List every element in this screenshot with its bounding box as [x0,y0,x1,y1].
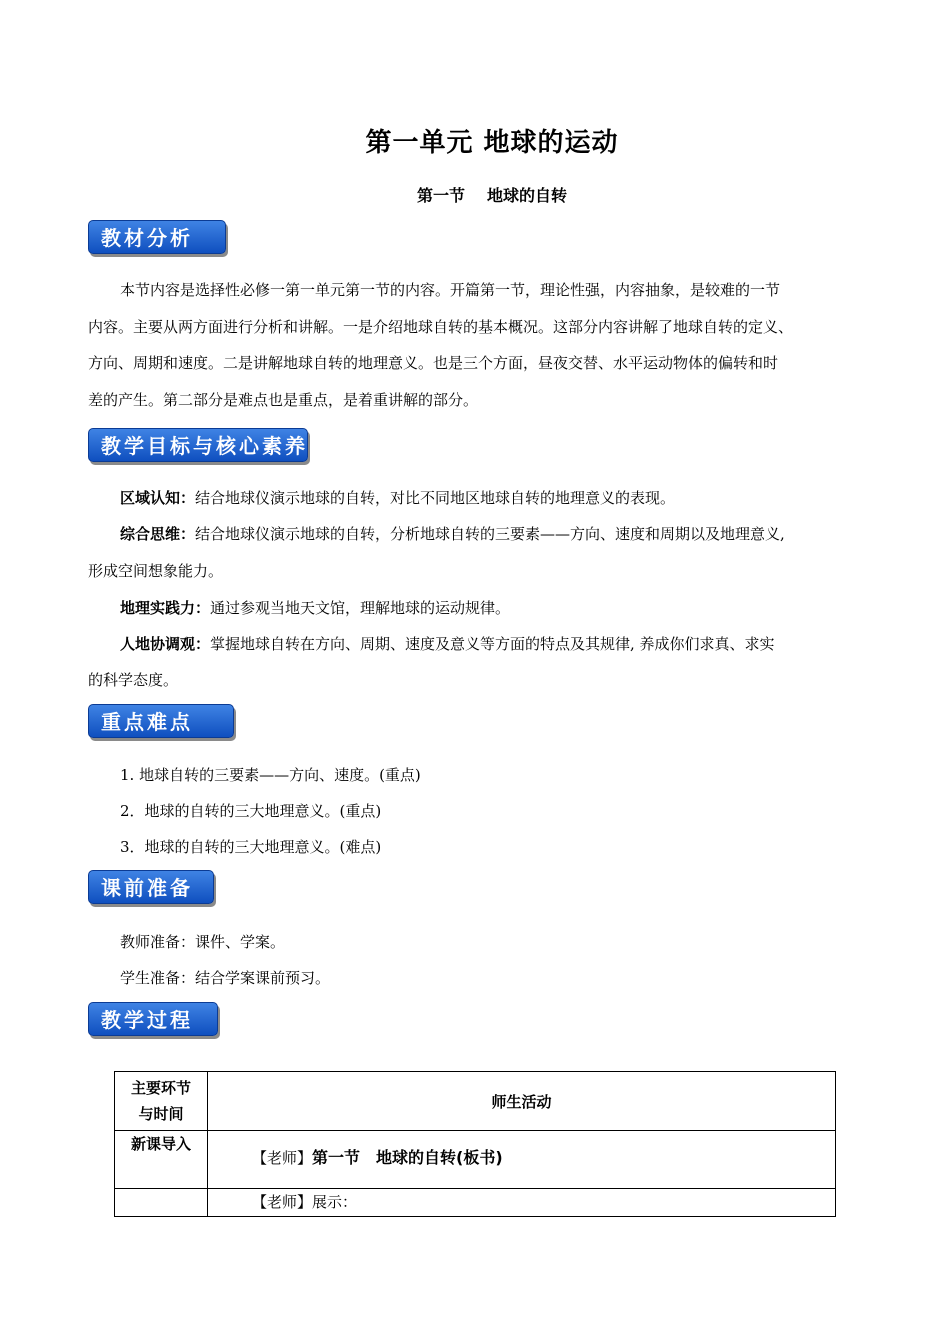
header-stage-line1: 主要环节 [130,1079,191,1097]
keypoint-item: 3．地球的自转的三大地理意义。(难点) [120,838,382,856]
unit-title: 第一单元 地球的运动 [365,128,619,158]
speaker-tag: 【老师】 [252,1149,313,1167]
section-number: 第一节 [416,186,465,205]
process-table [114,1071,836,1217]
goal-label: 人地协调观： [120,635,211,653]
banner-goals: 教学目标与核心素养 [88,428,308,462]
table-row [115,1131,836,1189]
analysis-line: 本节内容是选择性必修一第一单元第一节的内容。开篇第一节，理论性强，内容抽象，是较难的一节 [120,281,781,299]
header-activity: 师生活动 [208,1072,836,1131]
analysis-line: 差的产生。第二部分是难点也是重点，是着重讲解的部分。 [88,390,479,409]
header-stage-line2: 与时间 [138,1105,184,1123]
analysis-line: 方向、周期和速度。二是讲解地球自转的地理意义。也是三个方面，昼夜交替、水平运动物体的偏转和时 [88,354,779,372]
analysis-paragraph [88,272,878,418]
goal-harmony [88,626,878,662]
row-stage [115,1189,208,1217]
table-row [115,1189,836,1217]
prep-teacher: 教师准备：课件、学案。 [120,933,286,951]
banner-keypoints: 重点难点 [88,704,234,738]
banner-analysis: 教材分析 [88,220,226,254]
goal-thinking [88,516,878,552]
goal-text: 掌握地球自转在方向、周期、速度及意义等方面的特点及其规律, 养成你们求真、求实 [210,635,775,653]
banner-prep: 课前准备 [88,870,214,904]
goal-thinking-cont: 形成空间想象能力。 [88,562,224,580]
prep-student: 学生准备：结合学案课前预习。 [120,969,331,987]
speaker-tag: 【老师】 [252,1193,313,1211]
keypoint-item: 1. 地球自转的三要素——方向、速度。(重点) [120,766,421,784]
goal-label: 区域认知： [120,489,196,507]
goal-regional [88,480,878,516]
analysis-line: 内容。主要从两方面进行分析和讲解。一是介绍地球自转的基本概况。这部分内容讲解了地球自转的定义、 [88,317,794,336]
header-stage [115,1072,208,1131]
table-header-row [115,1072,836,1131]
row-activity [208,1131,836,1189]
goal-label: 综合思维： [120,525,196,543]
banner-process: 教学过程 [88,1002,218,1036]
goal-harmony-cont: 的科学态度。 [88,671,179,689]
goal-label: 地理实践力： [120,599,211,617]
goal-text: 结合地球仪演示地球的自转，对比不同地区地球自转的地理意义的表现。 [195,489,676,507]
section-title [0,183,950,206]
goal-text: 通过参观当地天文馆，理解地球的运动规律。 [210,599,511,617]
activity-text: 展示： [312,1193,358,1211]
goal-practice [88,590,878,626]
goal-text: 结合地球仪演示地球的自转，分析地球自转的三要素——方向、速度和周期以及地理意义, [195,525,785,543]
keypoint-item: 2．地球的自转的三大地理意义。(重点) [120,802,382,820]
section-name: 地球的自转 [487,186,568,205]
row-stage: 新课导入 [115,1131,208,1189]
row-activity [208,1189,836,1217]
activity-bold: 第一节 地球的自转(板书) [312,1148,503,1167]
